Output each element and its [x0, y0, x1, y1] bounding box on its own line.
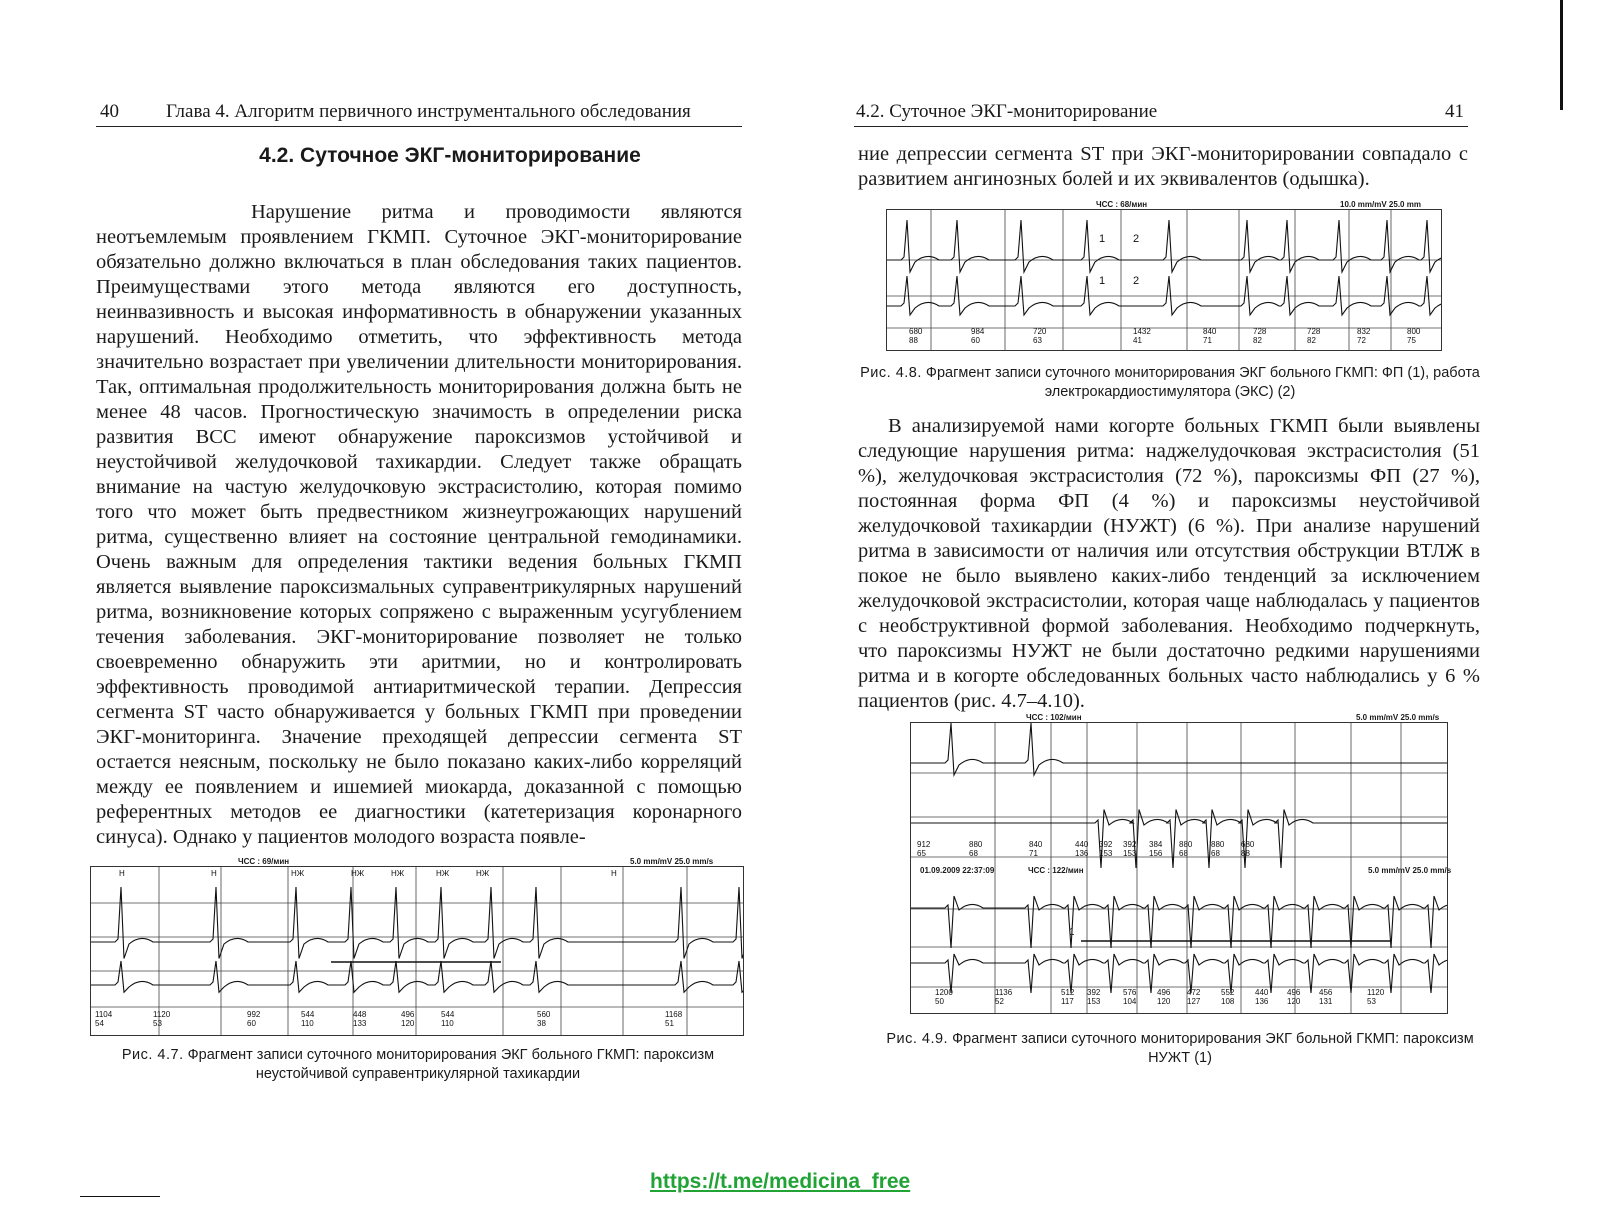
body-paragraph-mid: В анализируемой нами когорте больных ГКМП были выявлены следующие нарушения ритма: наджелудочковая экстрасистолия (51 %), желудочковая экстрасистолия (72 %), пароксизмы ФП (27 %), постоянная форма ФП (4 %) и пароксизмы неустойчивой желудочковой тахикардии (НУЖТ) (6 %). При анализе нарушений ритма в зависимости от наличия или отсутствия обструкции ВТЛЖ в покое не было выявлено каких-либо тенденций за исключением желудочковой экстрасистолии, которая чаще наблюдалась у пациентов с необструктивной формой заболевания. Необходимо подчеркнуть, что пароксизмы НУЖТ не были достаточно редкими нарушениями ритма и в когорте обследованных больных часто наблюдались у 6 % пациентов (рис. 4.7–4.10).: [858, 415, 1480, 712]
fig47-rr-value: 1120: [153, 1010, 171, 1019]
fig48-rr-value: 720: [1033, 327, 1047, 336]
fig48-rr-value: 1432: [1133, 327, 1151, 336]
fig49-top-hr-value: 88: [1241, 849, 1250, 858]
fig49-top-rr-value: 880: [969, 840, 983, 849]
fig47-trace-lead1: [91, 887, 743, 959]
fig49-top-rr-value: 912: [917, 840, 931, 849]
fig48-hr-value: 71: [1203, 336, 1212, 345]
fig49-top-hr-value: 153: [1123, 849, 1137, 858]
fig48-trace-lead1: [887, 220, 1441, 272]
fig47-rr-value: 448: [353, 1010, 367, 1019]
fig48-annotation-2: 2: [1133, 233, 1140, 245]
fig47-hr-value: 53: [153, 1019, 162, 1028]
fig49-trace-top-vt: [911, 810, 1447, 869]
telegram-link[interactable]: https://t.me/medicina_free: [650, 1170, 911, 1193]
fig47-beat-label: НЖ: [476, 869, 490, 878]
fig49-top-rr-value: 840: [1029, 840, 1043, 849]
fig47-hr-value: 60: [247, 1019, 256, 1028]
header-rule-right: [854, 126, 1468, 127]
fig48-caption: [860, 364, 1480, 402]
fig48-hr-value: 82: [1307, 336, 1316, 345]
body-paragraph-top: ние депрессии сегмента ST при ЭКГ-мониторировании совпадало с развитием ангинозных болей и их эквивалентов (одышка).: [858, 143, 1468, 190]
fig49-top-hr-value: 136: [1075, 849, 1089, 858]
scan-bottom-rule: [80, 1196, 160, 1197]
fig49-top-hr-value: 68: [1211, 849, 1220, 858]
body-paragraph-left: Нарушение ритма и проводимости являются неотъемлемым проявлением ГКМП. Суточное ЭКГ-мониторирование обязательно должно включаться в план обследования таких пациентов. Преимуществами этого метода являются его доступность, неинвазивность и высокая информативность в обнаружении указанных нарушений. Необходимо отметить, что эффективность метода значительно возрастает при увеличении длительности мониторирования. Так, оптимальная продолжительность мониторирования должна быть не менее 48 часов. Прогностическую значимость в определении риска развития ВСС имеют обнаружение пароксизмов устойчивой и неустойчивой желудочковой тахикардии. Следует также обращать внимание на частую желудочковую экстрасистолию, которая помимо того что может быть предвестником жизнеугрожающих нарушений ритма, существенно влияет на состояние центральной гемодинамики. Очень важным для определения тактики ведения больных ГКМП является выявление пароксизмальных суправентрикулярных нарушений ритма, возникновение которых сопряжено с выраженным усугублением течения заболевания. ЭКГ-мониторирование позволяет не только своевременно обнаружить эти аритмии, но и контролировать эффективность проводимой антиаритмической терапии. Депрессия сегмента ST часто обнаруживается у больных ГКМП при проведении ЭКГ-мониторинга. Значение преходящей депрессии сегмента ST остается неясным, поскольку не было показано каких-либо корреляций между ее появлением и ишемией миокарда, доказанной с помощью референтных методов ее диагностики (катетеризация коронарного синуса). Однако у пациентов молодого возраста появле-: [96, 201, 742, 848]
fig47-caption-text: Фрагмент записи суточного мониторирования ЭКГ больного ГКМП: пароксизм неустойчивой суправентрикулярной тахикардии: [187, 1047, 715, 1082]
fig47-hr-value: 51: [665, 1019, 674, 1028]
fig49-bottom-rr-value: 512: [1061, 988, 1075, 997]
fig48-hr-value: 63: [1033, 336, 1042, 345]
fig49-bottom-hr-value: 52: [995, 997, 1004, 1006]
fig47-trace-lead2: [91, 961, 743, 992]
fig48-hr-value: 82: [1253, 336, 1262, 345]
fig47-caption-label: Рис. 4.7.: [121, 1047, 184, 1063]
scan-edge-mark: [1560, 0, 1563, 110]
fig49-bottom-hr-value: 53: [1367, 997, 1376, 1006]
fig49-bottom-hr-value: 120: [1287, 997, 1301, 1006]
fig49-top-rr-value: 880: [1211, 840, 1225, 849]
ecg-trace-4-7: [91, 867, 743, 1035]
fig49-bottom-rr-value: 1120: [1367, 988, 1385, 997]
fig48-hr-label: ЧСС : 68/мин: [1096, 200, 1148, 209]
fig49-top-rr-value: 384: [1149, 840, 1163, 849]
fig47-hr-value: 110: [301, 1019, 314, 1028]
fig49-bottom-hr-value: 117: [1061, 997, 1074, 1006]
fig47-beat-label: Н: [119, 869, 125, 878]
fig49-trace-bottom-lead1: [911, 896, 1447, 948]
ecg-trace-4-8: [887, 210, 1441, 350]
fig48-rr-value: 728: [1253, 327, 1267, 336]
fig48-hr-value: 60: [971, 336, 980, 345]
running-header-left: Глава 4. Алгоритм первичного инструментального обследования: [166, 101, 691, 122]
fig49-bottom-rr-value: 576: [1123, 988, 1137, 997]
fig47-caption: [90, 1046, 746, 1084]
fig49-bottom-hr-value: 108: [1221, 997, 1235, 1006]
fig48-annotation-2-lead2: 2: [1133, 275, 1140, 287]
fig49-bottom-rr-value: 1136: [995, 988, 1013, 997]
fig49-bottom-rr-value: 1200: [935, 988, 953, 997]
fig47-scale-label: 5.0 mm/mV 25.0 mm/s: [630, 857, 714, 866]
fig49-top-hr-value: 65: [917, 849, 926, 858]
fig49-caption-label: Рис. 4.9.: [886, 1031, 949, 1047]
fig48-caption-label: Рис. 4.8.: [860, 365, 922, 381]
fig49-top-rr-value: 880: [1179, 840, 1193, 849]
fig49-top-hr-value: 71: [1029, 849, 1038, 858]
section-title: 4.2. Суточное ЭКГ-мониторирование: [259, 144, 641, 167]
fig49-hr-label-top: ЧСС : 102/мин: [1026, 713, 1082, 722]
fig49-caption-text: Фрагмент записи суточного мониторирования ЭКГ больной ГКМП: пароксизм НУЖТ (1): [952, 1031, 1474, 1066]
fig47-rr-value: 560: [537, 1010, 551, 1019]
ecg-figure-4-7: [90, 866, 744, 1036]
fig49-bottom-rr-value: 456: [1319, 988, 1333, 997]
fig49-hr-label-bottom: ЧСС : 122/мин: [1028, 866, 1084, 875]
fig49-annotation-1: 1: [1069, 927, 1075, 938]
fig49-top-hr-value: 68: [969, 849, 978, 858]
fig47-rr-value: 544: [301, 1010, 315, 1019]
fig47-hr-value: 110: [441, 1019, 454, 1028]
fig49-top-hr-value: 153: [1099, 849, 1113, 858]
fig48-rr-value: 832: [1357, 327, 1371, 336]
fig49-bottom-rr-value: 472: [1187, 988, 1201, 997]
fig48-rr-value: 680: [909, 327, 923, 336]
fig49-bottom-hr-value: 131: [1319, 997, 1333, 1006]
fig47-rr-value: 1104: [95, 1010, 113, 1019]
fig47-rr-value: 992: [247, 1010, 261, 1019]
fig49-bottom-hr-value: 120: [1157, 997, 1171, 1006]
fig49-timestamp: 01.09.2009 22:37:09: [920, 866, 995, 875]
fig48-hr-value: 41: [1133, 336, 1142, 345]
page-number-right: 41: [1445, 101, 1464, 122]
fig49-bottom-rr-value: 552: [1221, 988, 1235, 997]
fig47-beat-label: Н: [211, 869, 217, 878]
fig49-top-rr-value: 392: [1123, 840, 1137, 849]
fig47-hr-value: 38: [537, 1019, 546, 1028]
fig48-hr-value: 72: [1357, 336, 1366, 345]
fig48-annotation-1-lead2: 1: [1099, 275, 1106, 287]
fig49-scale-label-bottom: 5.0 mm/mV 25.0 mm/s: [1368, 866, 1452, 875]
fig49-top-hr-value: 68: [1179, 849, 1188, 858]
fig49-scale-label-top: 5.0 mm/mV 25.0 mm/s: [1356, 713, 1440, 722]
running-header-right: 4.2. Суточное ЭКГ-мониторирование: [856, 101, 1158, 122]
fig49-bottom-hr-value: 153: [1087, 997, 1101, 1006]
fig49-trace-top-lead1: [911, 723, 1447, 775]
fig49-top-hr-value: 156: [1149, 849, 1163, 858]
fig48-rr-value: 984: [971, 327, 985, 336]
right-page: [800, 0, 1601, 1222]
fig48-scale-label: 10.0 mm/mV 25.0 mm: [1340, 200, 1421, 209]
fig48-trace-lead2: [887, 276, 1441, 315]
fig47-rr-value: 1168: [665, 1010, 683, 1019]
fig48-hr-value: 88: [909, 336, 918, 345]
fig49-caption: [870, 1030, 1490, 1068]
fig47-hr-value: 120: [401, 1019, 415, 1028]
fig48-rr-value: 800: [1407, 327, 1421, 336]
fig47-hr-value: 133: [353, 1019, 367, 1028]
fig49-bottom-hr-value: 136: [1255, 997, 1269, 1006]
fig48-annotation-1: 1: [1099, 233, 1106, 245]
fig48-rr-value: 840: [1203, 327, 1217, 336]
fig47-beat-label: НЖ: [436, 869, 450, 878]
fig47-beat-label: НЖ: [291, 869, 305, 878]
fig49-bottom-hr-value: 127: [1187, 997, 1201, 1006]
fig49-bottom-rr-value: 496: [1287, 988, 1301, 997]
ecg-figure-4-8: [886, 209, 1442, 351]
fig49-top-rr-value: 392: [1099, 840, 1113, 849]
fig47-beat-label: Н: [611, 869, 617, 878]
fig47-hr-label: ЧСС : 69/мин: [238, 857, 290, 866]
fig47-hr-value: 54: [95, 1019, 104, 1028]
fig48-caption-text: Фрагмент записи суточного мониторирования ЭКГ больного ГКМП: ФП (1), работа электрокардиостимулятора (ЭКС) (2): [925, 365, 1480, 400]
fig47-rr-value: 496: [401, 1010, 415, 1019]
fig47-beat-label: НЖ: [351, 869, 365, 878]
fig47-rr-value: 544: [441, 1010, 455, 1019]
fig48-rr-value: 728: [1307, 327, 1321, 336]
fig49-bottom-rr-value: 440: [1255, 988, 1269, 997]
fig49-top-rr-value: 680: [1241, 840, 1255, 849]
header-rule-left: [96, 126, 742, 127]
fig47-beat-label: НЖ: [391, 869, 405, 878]
page-number-left: 40: [100, 101, 119, 122]
fig49-top-rr-value: 440: [1075, 840, 1089, 849]
fig49-bottom-hr-value: 50: [935, 997, 944, 1006]
fig49-bottom-rr-value: 496: [1157, 988, 1171, 997]
fig49-bottom-rr-value: 392: [1087, 988, 1101, 997]
fig49-bottom-hr-value: 104: [1123, 997, 1137, 1006]
fig48-hr-value: 75: [1407, 336, 1416, 345]
left-page: [0, 0, 800, 1222]
